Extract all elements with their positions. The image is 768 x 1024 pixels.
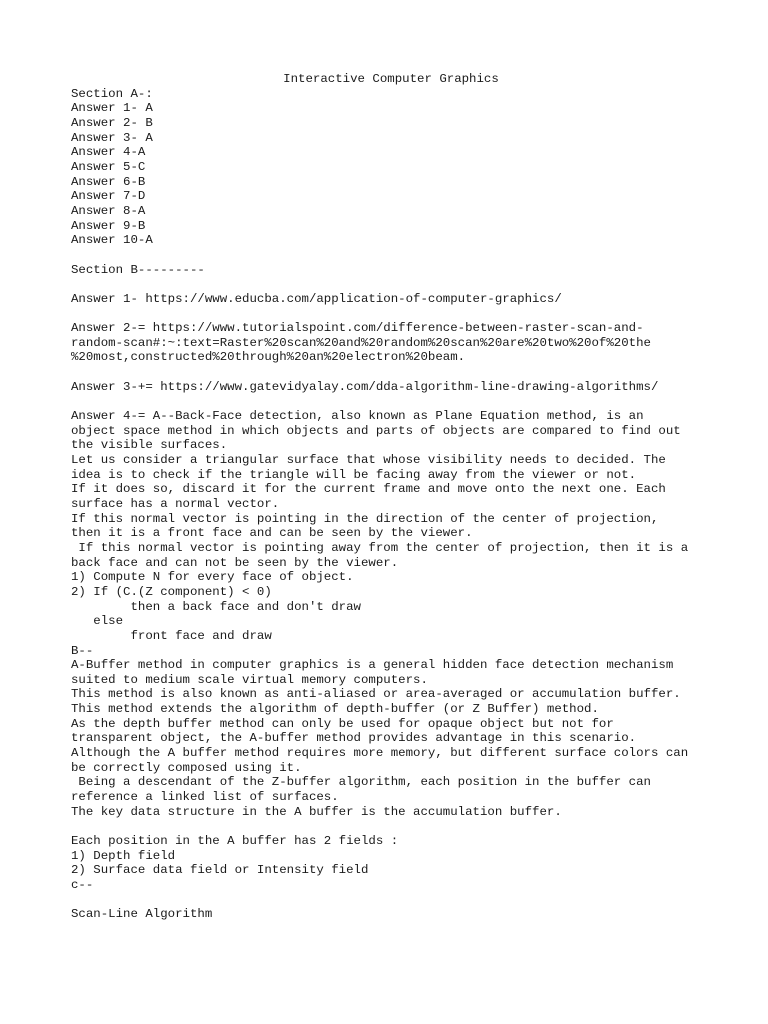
answer-2-line: random-scan#:~:text=Raster%20scan%20and%20random%20scan%20are%20two%20of%20the <box>71 335 651 350</box>
answer-4-line: Let us consider a triangular surface that whose visibility needs to decided. The <box>71 452 666 467</box>
spacer <box>71 394 711 409</box>
fields-line: 1) Depth field <box>71 848 176 863</box>
answer-4-line: then a back face and don't draw <box>71 599 361 614</box>
section-a-answer: Answer 8-A <box>71 203 146 218</box>
answer-4-line: else <box>71 614 124 629</box>
answer-4-line: the visible surfaces. <box>71 438 228 453</box>
answer-4-line: Although the A buffer method requires more memory, but different surface colors can <box>71 746 689 761</box>
answer-4-line: idea is to check if the triangle will be facing away from the viewer or not. <box>71 467 637 482</box>
answer-4-line: B-- <box>71 643 94 658</box>
section-a-answer: Answer 10-A <box>71 233 153 248</box>
section-a-answer: Answer 1- A <box>71 101 153 116</box>
answer-4-line: If this normal vector is pointing in the direction of the center of projection, <box>71 511 659 526</box>
answer-4-line: surface has a normal vector. <box>71 496 280 511</box>
answer-4-line: This method extends the algorithm of depth-buffer (or Z Buffer) method. <box>71 702 599 717</box>
spacer <box>71 893 711 908</box>
section-a-answer: Answer 3- A <box>71 130 153 145</box>
section-a-heading: Section A-: <box>71 86 153 101</box>
section-b-answer-3: Answer 3-+= https://www.gatevidyalay.com/dda-algorithm-line-drawing-algorithms/ <box>71 379 659 394</box>
document-title: Interactive Computer Graphics <box>283 72 499 86</box>
answer-4-line: 1) Compute N for every face of object. <box>71 570 354 585</box>
scan-line-heading: Scan-Line Algorithm <box>71 907 213 922</box>
answer-4-line: If it does so, discard it for the current frame and move onto the next one. Each <box>71 482 666 497</box>
answer-2-line: %20most,constructed%20through%20an%20electron%20beam. <box>71 350 466 365</box>
spacer <box>71 365 711 380</box>
section-a-answer-list <box>71 101 711 248</box>
section-a-answer: Answer 4-A <box>71 145 146 160</box>
answer-4-line: Being a descendant of the Z-buffer algorithm, each position in the buffer can <box>71 775 651 790</box>
fields-line: c-- <box>71 878 94 892</box>
section-a-answer: Answer 7-D <box>71 189 146 204</box>
fields-line: Each position in the A buffer has 2 fields : <box>71 834 399 849</box>
section-b-heading: Section B--------- <box>71 262 205 277</box>
answer-4-line: Answer 4-= A--Back-Face detection, also known as Plane Equation method, is an <box>71 409 644 424</box>
answer-4-line: back face and can not be seen by the viewer. <box>71 555 399 570</box>
spacer <box>71 248 711 263</box>
section-a-answer: Answer 2- B <box>71 115 153 130</box>
fields-line: 2) Surface data field or Intensity field <box>71 863 369 878</box>
answer-4-line: then it is a front face and can be seen by the viewer. <box>71 526 473 541</box>
section-a-answer: Answer 5-C <box>71 159 146 174</box>
answer-4-line: A-Buffer method in computer graphics is a general hidden face detection mechanism <box>71 658 674 673</box>
answer-4-line: If this normal vector is pointing away from the center of projection, then it is a <box>71 540 689 555</box>
answer-4-line: suited to medium scale virtual memory computers. <box>71 672 428 687</box>
answer-2-line: Answer 2-= https://www.tutorialspoint.com/difference-between-raster-scan-and- <box>71 321 644 336</box>
answer-4-line: transparent object, the A-buffer method provides advantage in this scenario. <box>71 731 637 746</box>
spacer <box>71 277 711 292</box>
section-a-answer: Answer 6-B <box>71 174 146 189</box>
spacer <box>71 819 711 834</box>
a-buffer-fields <box>71 834 711 893</box>
answer-4-line: be correctly composed using it. <box>71 760 302 775</box>
answer-4-line: 2) If (C.(Z component) < 0) <box>71 584 272 599</box>
section-b-answer-2 <box>71 321 711 365</box>
answer-4-line: The key data structure in the A buffer is the accumulation buffer. <box>71 804 562 819</box>
spacer <box>71 306 711 321</box>
answer-4-line: front face and draw <box>71 628 272 643</box>
section-a-answer: Answer 9-B <box>71 218 146 233</box>
answer-4-line: As the depth buffer method can only be used for opaque object but not for <box>71 716 614 731</box>
answer-4-line: reference a linked list of surfaces. <box>71 790 339 805</box>
section-b-answer-4 <box>71 409 711 819</box>
document-page <box>71 72 711 922</box>
answer-4-line: This method is also known as anti-aliased or area-averaged or accumulation buffer. <box>71 687 681 702</box>
section-b-answer-1: Answer 1- https://www.educba.com/application-of-computer-graphics/ <box>71 291 562 306</box>
answer-4-line: object space method in which objects and parts of objects are compared to find out <box>71 423 681 438</box>
